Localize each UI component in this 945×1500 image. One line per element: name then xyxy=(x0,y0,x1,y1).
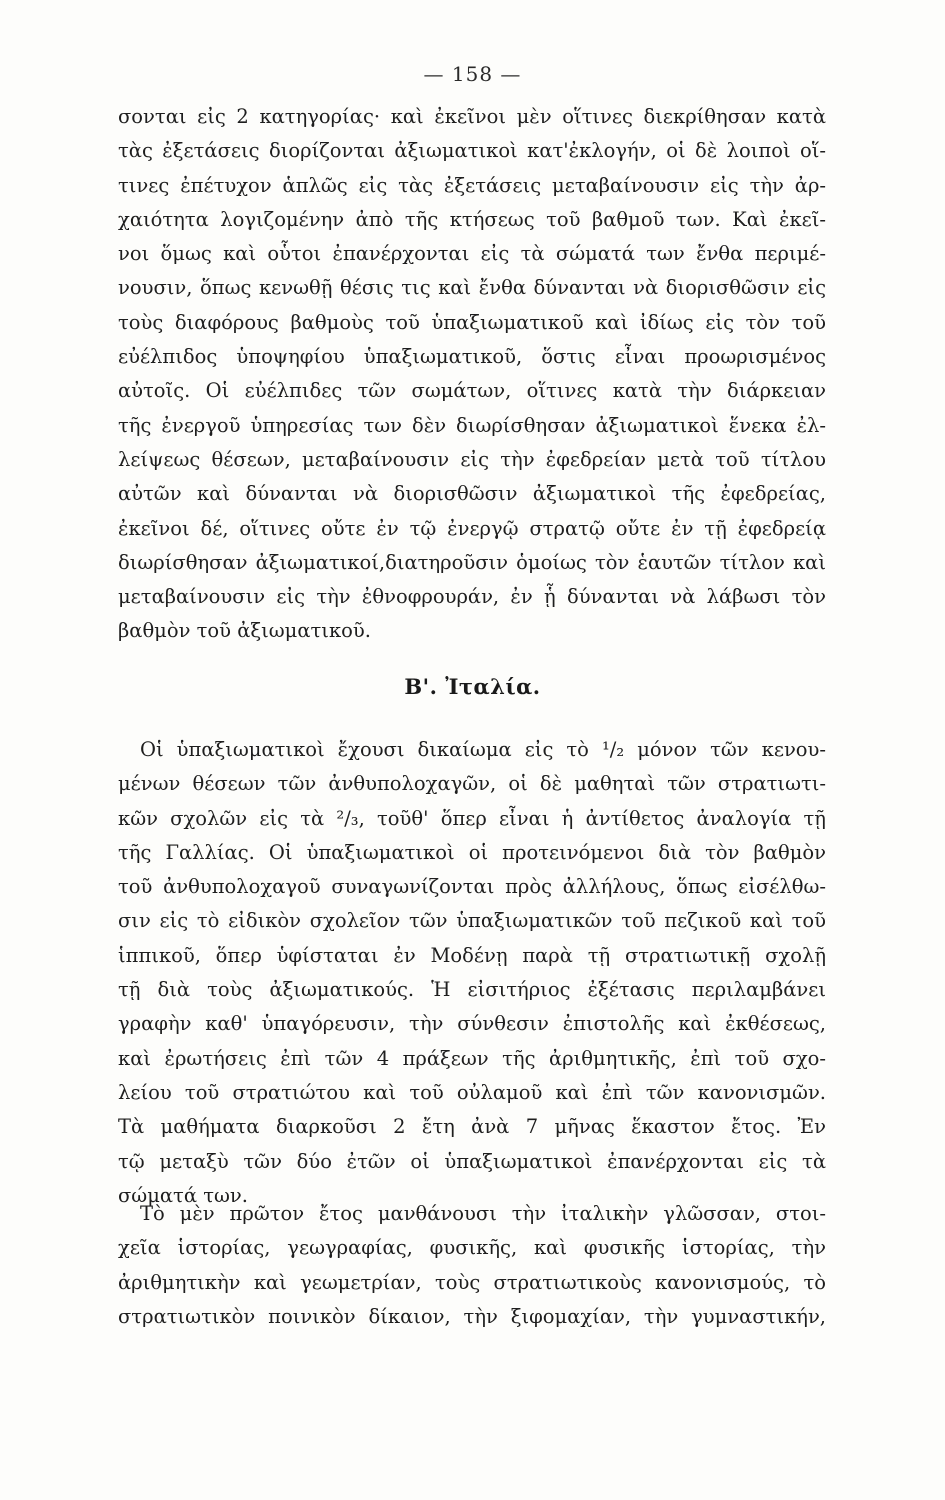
text-line: τοῦ ἀνθυπολοχαγοῦ συναγωνίζονται πρὸς ἀλλήλους, ὅπως εἰσέλθω- xyxy=(118,875,826,899)
text-line: Τὸ μὲν πρῶτον ἔτος μανθάνουσι τὴν ἰταλικὴν γλῶσσαν, στοι- xyxy=(140,1202,826,1225)
text-line: τῆς ἐνεργοῦ ὑπηρεσίας των δὲν διωρίσθησαν ἀξιωματικοὶ ἕνεκα ἐλ- xyxy=(118,413,826,437)
paragraph-2 xyxy=(118,733,826,1213)
text-line: χεῖα ἱστορίας, γεωγραφίας, φυσικῆς, καὶ φυσικῆς ἱστορίας, τὴν xyxy=(118,1236,826,1260)
text-line: αὐτῶν καὶ δύνανται νὰ διορισθῶσιν ἀξιωματικοὶ τῆς ἐφεδρείας, xyxy=(118,482,826,506)
text-line: τῷ μεταξὺ τῶν δύο ἐτῶν οἱ ὑπαξιωματικοὶ ἐπανέρχονται εἰς τὰ xyxy=(118,1149,826,1173)
text-line: καὶ ἐρωτήσεις ἐπὶ τῶν 4 πράξεων τῆς ἀριθμητικῆς, ἐπὶ τοῦ σχο- xyxy=(118,1046,826,1070)
section-heading: Β'. Ἰταλία. xyxy=(404,674,541,699)
text-line: μεταβαίνουσιν εἰς τὴν ἐθνοφρουράν, ἐν ᾗ δύνανται νὰ λάβωσι τὸν xyxy=(118,585,826,609)
text-line: λείψεως θέσεων, μεταβαίνουσιν εἰς τὴν ἐφεδρείαν μετὰ τοῦ τίτλου xyxy=(118,447,826,471)
text-line: αὐτοῖς. Οἱ εὐέλπιδες τῶν σωμάτων, οἵτινες κατὰ τὴν διάρκειαν xyxy=(118,379,826,403)
text-line: τὰς ἐξετάσεις διορίζονται ἀξιωματικοὶ κατ'ἐκλογήν, οἱ δὲ λοιποὶ οἵ- xyxy=(118,139,826,163)
text-line: σώματά των. xyxy=(118,1183,248,1207)
text-line: διωρίσθησαν ἀξιωματικοί,διατηροῦσιν ὁμοίως τὸν ἑαυτῶν τίτλον καὶ xyxy=(118,550,826,574)
text-line: ἱππικοῦ, ὅπερ ὑφίσταται ἐν Μοδένῃ παρὰ τῇ στρατιωτικῇ σχολῇ xyxy=(118,943,826,967)
text-line: ἐκεῖνοι δέ, οἵτινες οὔτε ἐν τῷ ἐνεργῷ στρατῷ οὔτε ἐν τῇ ἐφεδρείᾳ xyxy=(118,516,826,540)
paragraph-3 xyxy=(118,1197,826,1334)
text-line: γραφὴν καθ' ὑπαγόρευσιν, τὴν σύνθεσιν ἐπιστολῆς καὶ ἐκθέσεως, xyxy=(118,1012,826,1036)
text-line: Οἱ ὑπαξιωματικοὶ ἔχουσι δικαίωμα εἰς τὸ ¹/₂ μόνον τῶν κενου- xyxy=(140,738,826,761)
text-line: χαιότητα λογιζομένην ἀπὸ τῆς κτήσεως τοῦ βαθμοῦ των. Καὶ ἐκεῖ- xyxy=(118,207,826,231)
text-line: ἀριθμητικὴν καὶ γεωμετρίαν, τοὺς στρατιωτικοὺς κανονισμούς, τὸ xyxy=(118,1270,826,1294)
text-line: τῆς Γαλλίας. Οἱ ὑπαξιωματικοὶ οἱ προτεινόμενοι διὰ τὸν βαθμὸν xyxy=(118,840,826,864)
text-line: λείου τοῦ στρατιώτου καὶ τοῦ οὐλαμοῦ καὶ ἐπὶ τῶν κανονισμῶν. xyxy=(118,1080,826,1104)
text-line: τινες ἐπέτυχον ἁπλῶς εἰς τὰς ἐξετάσεις μεταβαίνουσιν εἰς τὴν ἀρ- xyxy=(118,173,826,197)
page-number: — 158 — xyxy=(423,62,522,86)
text-line: σονται εἰς 2 κατηγορίας· καὶ ἐκεῖνοι μὲν οἵτινες διεκρίθησαν κατὰ xyxy=(118,105,826,128)
text-line: Τὰ μαθήματα διαρκοῦσι 2 ἔτη ἀνὰ 7 μῆνας ἕκαστον ἔτος. Ἐν xyxy=(118,1115,826,1139)
paragraph-1 xyxy=(118,100,826,649)
text-line: βαθμὸν τοῦ ἀξιωματικοῦ. xyxy=(118,619,371,643)
text-line: στρατιωτικὸν ποινικὸν δίκαιον, τὴν ξιφομαχίαν, τὴν γυμναστικήν, xyxy=(118,1304,826,1328)
text-line: νοι ὅμως καὶ οὗτοι ἐπανέρχονται εἰς τὰ σώματά των ἔνθα περιμέ- xyxy=(118,242,826,266)
text-line: σιν εἰς τὸ εἰδικὸν σχολεῖον τῶν ὑπαξιωματικῶν τοῦ πεζικοῦ καὶ τοῦ xyxy=(118,909,826,933)
text-line: κῶν σχολῶν εἰς τὰ ²/₃, τοῦθ' ὅπερ εἶναι ἡ ἀντίθετος ἀναλογία τῇ xyxy=(118,806,826,830)
text-line: νουσιν, ὅπως κενωθῇ θέσις τις καὶ ἔνθα δύνανται νὰ διορισθῶσιν εἰς xyxy=(118,276,826,300)
text-line: εὐέλπιδος ὑποψηφίου ὑπαξιωματικοῦ, ὅστις εἶναι προωρισμένος xyxy=(118,345,826,369)
text-line: τοὺς διαφόρους βαθμοὺς τοῦ ὑπαξιωματικοῦ καὶ ἰδίως εἰς τὸν τοῦ xyxy=(118,310,826,334)
text-line: τῇ διὰ τοὺς ἀξιωματικούς. Ἡ εἰσιτήριος ἐξέτασις περιλαμβάνει xyxy=(118,978,826,1002)
text-line: μένων θέσεων τῶν ἀνθυπολοχαγῶν, οἱ δὲ μαθηταὶ τῶν στρατιωτι- xyxy=(118,772,826,796)
